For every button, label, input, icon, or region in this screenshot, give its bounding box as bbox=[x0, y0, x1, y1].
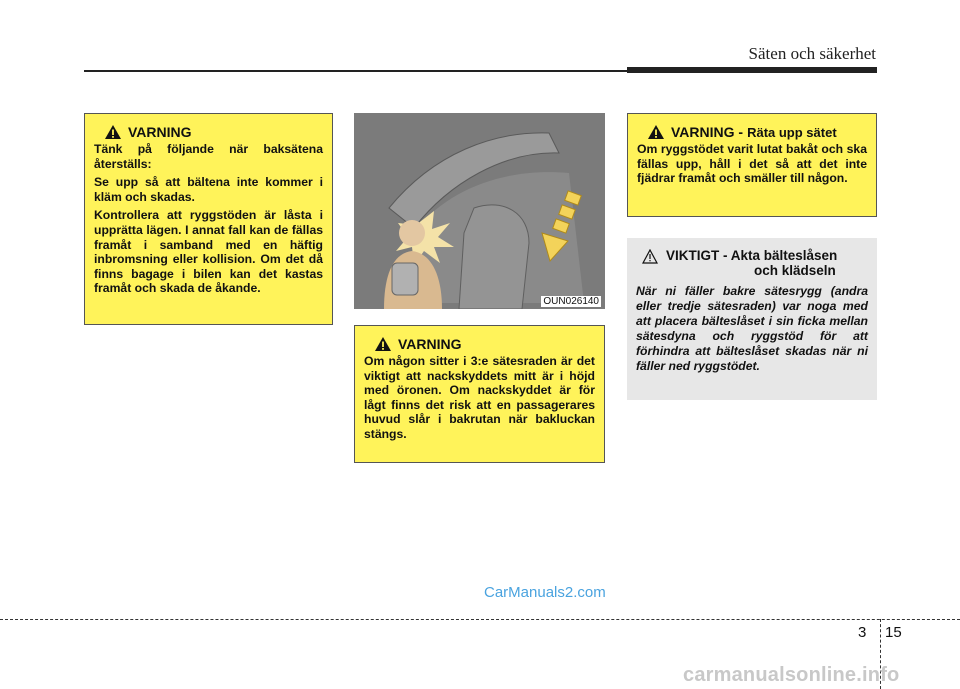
notice-subtitle-line1: Akta bälteslåsen bbox=[730, 248, 838, 263]
warning-box-rear-seats bbox=[84, 113, 333, 325]
header-rule-thick bbox=[627, 67, 877, 73]
page-number: 15 bbox=[885, 624, 902, 641]
warning-subtitle: Räta upp sätet bbox=[747, 124, 837, 140]
warning-triangle-icon bbox=[374, 336, 392, 352]
notice-heading bbox=[642, 248, 868, 278]
seat-headrest-illustration bbox=[354, 113, 605, 309]
warning-paragraph: Se upp så att bältena inte kommer i kläm och skadas. bbox=[94, 175, 323, 204]
notice-box-belt-buckles bbox=[627, 238, 877, 400]
warning-box-straighten-seat bbox=[627, 113, 877, 217]
footer-rule bbox=[0, 619, 960, 620]
warning-triangle-icon bbox=[647, 124, 665, 140]
warning-paragraph: Tänk på följande när baksätena återställs: bbox=[94, 142, 323, 171]
warning-paragraph: Om någon sitter i 3:e sätesraden är det viktigt att nackskyddets mitt är i höjd med öronen. Om nackskyddet är för lågt finns det risk att en passagerares huvud slår i bakrutan när bakluckan stängs. bbox=[364, 354, 595, 441]
warning-title: VARNING bbox=[398, 336, 462, 352]
warning-paragraph: Om ryggstödet varit lutat bakåt och ska fällas upp, håll i det så att det inte fjädrar framåt och smäller till någon. bbox=[637, 142, 867, 186]
notice-title: VIKTIGT - bbox=[666, 248, 728, 263]
notice-subtitle-line2: och klädseln bbox=[754, 263, 836, 278]
watermark-link[interactable]: CarManuals2.com bbox=[484, 584, 606, 601]
warning-heading bbox=[647, 124, 867, 140]
watermark-footer: carmanualsonline.info bbox=[683, 664, 900, 686]
warning-heading bbox=[104, 124, 323, 140]
notice-triangle-icon bbox=[642, 249, 658, 264]
notice-paragraph: När ni fäller bakre sätesrygg (andra eller tredje sätesraden) var noga med att placera bälteslåset i sin ficka mellan sätesdyna och ryggstöd för att förhindra att bälteslåset skadas när ni fäller ned ryggstödet. bbox=[636, 284, 868, 373]
header-rule bbox=[84, 70, 627, 72]
warning-box-headrest bbox=[354, 325, 605, 463]
figure-code: OUN026140 bbox=[543, 296, 599, 307]
warning-title: VARNING - bbox=[671, 124, 744, 140]
illustration-svg bbox=[354, 113, 605, 309]
chapter-number: 3 bbox=[858, 624, 867, 641]
warning-title: VARNING bbox=[128, 124, 192, 140]
warning-paragraph: Kontrollera att ryggstöden är låsta i upprätta lägen. I annat fall kan de fällas framåt i samband med en häftig inbromsning eller kollision. Om det då finns bagage i bilen kan det kastas framåt och skada de åkande. bbox=[94, 208, 323, 296]
section-title: Säten och säkerhet bbox=[748, 44, 876, 63]
warning-triangle-icon bbox=[104, 124, 122, 140]
warning-heading bbox=[374, 336, 595, 352]
notice-title-block bbox=[666, 248, 837, 278]
